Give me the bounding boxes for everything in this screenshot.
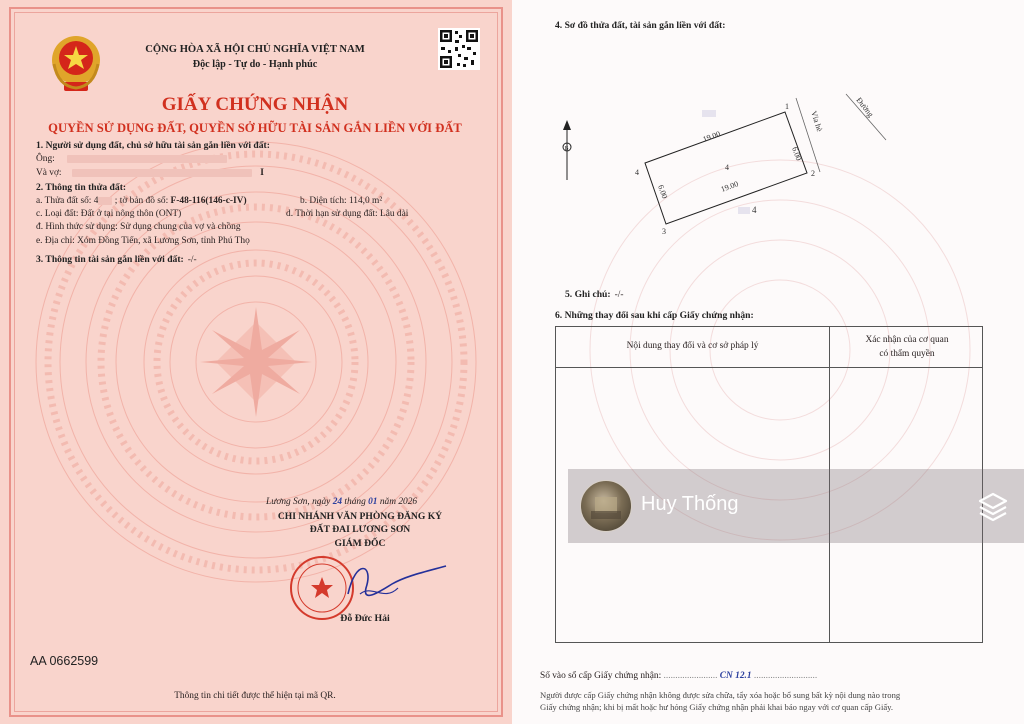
- confirmation-column-header-line-1: Xác nhận của cơ quan: [865, 335, 949, 345]
- plot-area: b. Diện tích: 114,0 m²: [300, 196, 383, 206]
- plot-address: e. Địa chỉ: Xóm Đồng Tiến, xã Lương Sơn, tỉnh Phú Thọ: [36, 236, 250, 246]
- north-label: B: [564, 146, 569, 152]
- map-sheet-label: ; tờ bản đồ số:: [114, 196, 169, 206]
- registration-row: Số vào sổ cấp Giấy chứng nhận: ....................... CN 12.1 ...........................: [540, 671, 818, 681]
- signer-name: Đỗ Đức Hải: [340, 613, 390, 624]
- section-3-value: -/-: [187, 255, 197, 265]
- spouse-name-redacted: [72, 169, 252, 177]
- spouse-tail: I: [260, 168, 264, 178]
- motto: Độc lập - Tự do - Hạnh phúc: [192, 59, 318, 70]
- date-month: 01: [368, 497, 378, 507]
- spouse-label: Và vợ:: [36, 168, 62, 178]
- section-3-row: [36, 249, 197, 267]
- issue-date: [266, 497, 417, 507]
- date-month-label: tháng: [344, 497, 366, 507]
- confirmation-column-header-line-2: có thẩm quyền: [879, 349, 935, 359]
- top-length: 19.00: [701, 129, 722, 144]
- office-line-3: GIÁM ĐỐC: [334, 538, 386, 549]
- section-4-heading: 4. Sơ đồ thửa đất, tài sản gắn liền với đất:: [555, 20, 726, 31]
- corner-4: 4: [635, 168, 639, 177]
- section-3-heading: 3. Thông tin tài sản gắn liền với đất:: [36, 254, 184, 265]
- section-5-value: -/-: [614, 290, 624, 300]
- section-2-heading: 2. Thông tin thửa đất:: [36, 182, 127, 193]
- date-place: Lương Sơn, ngày: [266, 497, 331, 507]
- land-type: c. Loại đất: Đất ở tại nông thôn (ONT): [36, 209, 182, 219]
- country-name: CỘNG HÒA XÃ HỘI CHỦ NGHĨA VIỆT NAM: [145, 44, 365, 55]
- corner-2: 2: [811, 169, 815, 178]
- section-1-heading: 1. Người sử dụng đất, chủ sở hữu tài sản gắn liền với đất:: [36, 140, 270, 151]
- avatar-photo-icon: [581, 481, 631, 531]
- section-5-heading: 5. Ghi chú:: [565, 289, 611, 300]
- usage-form: đ. Hình thức sử dụng: Sử dụng chung của vợ và chồng: [36, 222, 241, 232]
- national-emblem-icon: [50, 30, 102, 96]
- changes-column-header: Nội dung thay đổi và cơ sở pháp lý: [626, 341, 759, 351]
- certificate-subtitle: QUYỀN SỬ DỤNG ĐẤT, QUYỀN SỞ HỮU TÀI SẢN GẮN LIỀN VỚI ĐẤT: [48, 121, 462, 135]
- warning-note-line-2: Giấy chứng nhận; khi bị mất hoặc hư hỏng Giấy chứng nhận phải khai báo ngay với cơ quan cấp Giấy.: [540, 702, 894, 712]
- plot-number: 4: [725, 163, 729, 172]
- date-day: 24: [332, 497, 343, 507]
- registration-label: Số vào sổ cấp Giấy chứng nhận:: [540, 671, 662, 681]
- owner-row: [36, 154, 227, 164]
- uploader-name[interactable]: Huy Thống: [641, 493, 739, 515]
- layers-icon[interactable]: [976, 490, 1010, 524]
- table-header-line: [556, 367, 982, 368]
- plot-number-redacted: [98, 197, 112, 205]
- official-seal-and-signature: [288, 550, 448, 622]
- warning-note-line-1: Người được cấp Giấy chứng nhận không được sửa chữa, tẩy xóa hoặc bổ sung bất kỳ nội dung nào trong: [540, 690, 901, 700]
- left-width: 6.00: [656, 183, 670, 200]
- certificate-back-page: [512, 0, 1024, 724]
- qr-code-icon: [438, 28, 480, 70]
- date-year: năm 2026: [379, 497, 418, 507]
- certificate-title: GIẤY CHỨNG NHẬN: [161, 94, 349, 115]
- map-sheet-value: F-48-116(146-c-IV): [170, 196, 247, 206]
- user-avatar[interactable]: [580, 480, 632, 532]
- sidewalk-label: Vỉa hè: [809, 109, 825, 133]
- office-line-2: ĐẤT ĐAI LƯƠNG SƠN: [309, 524, 411, 535]
- registration-value: CN 12.1: [719, 671, 752, 681]
- corner-1: 1: [785, 102, 789, 111]
- plot-diagram: [552, 90, 932, 250]
- plot-number-label: a. Thửa đất số: 4: [36, 196, 99, 206]
- spouse-row: [36, 168, 264, 178]
- owner-label: Ông:: [36, 154, 55, 164]
- section-6-heading: 6. Những thay đổi sau khi cấp Giấy chứng nhận:: [555, 310, 754, 321]
- bottom-length: 19.00: [719, 179, 740, 194]
- section-5-row: [565, 284, 623, 302]
- neighbor-plot-number: 4: [752, 205, 757, 215]
- corner-3: 3: [662, 227, 666, 236]
- office-line-1: CHI NHÁNH VĂN PHÒNG ĐĂNG KÝ: [277, 511, 443, 522]
- right-width: 6.00: [790, 145, 804, 162]
- uploader-overlay-bar[interactable]: [568, 469, 1024, 543]
- plot-row-a: [36, 196, 247, 206]
- road-label: Đường: [854, 95, 876, 119]
- owner-name-redacted: [67, 155, 227, 163]
- serial-number: AA 0662599: [30, 654, 99, 668]
- footer-note: Thông tin chi tiết được thể hiện tại mã QR.: [174, 691, 336, 701]
- land-term: d. Thời hạn sử dụng đất: Lâu dài: [286, 209, 409, 219]
